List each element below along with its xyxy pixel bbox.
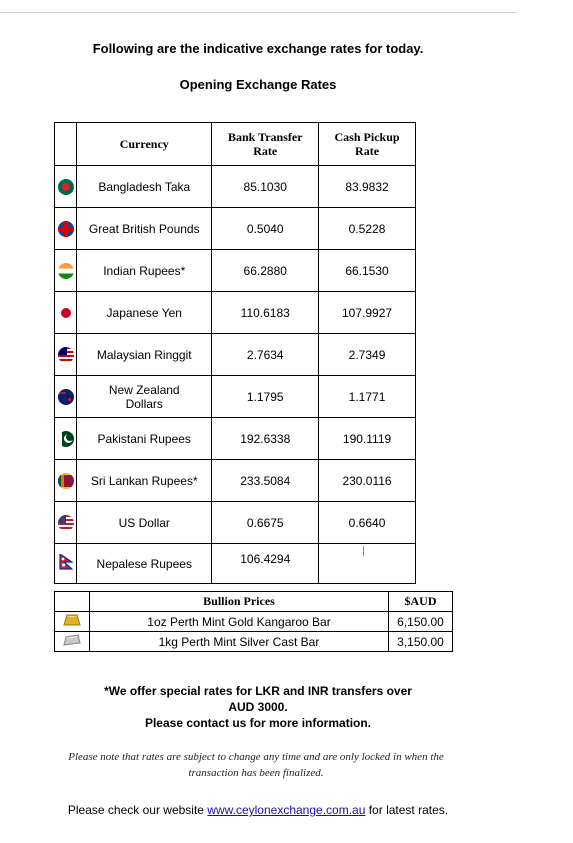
cash-pickup-rate: 0.5228: [319, 208, 416, 250]
table-row: [55, 376, 416, 418]
website-link[interactable]: www.ceylonexchange.com.au: [207, 803, 366, 817]
currency-name: Japanese Yen: [77, 292, 212, 334]
bullion-prices-table: [54, 591, 453, 652]
table-row: [55, 502, 416, 544]
table-row: [55, 544, 416, 584]
currency-name: Pakistani Rupees: [77, 418, 212, 460]
page-heading: Following are the indicative exchange rates for today.: [92, 41, 424, 56]
text-cursor-mark: [363, 546, 364, 556]
currency-name: Bangladesh Taka: [77, 166, 212, 208]
currency-name: New Zealand Dollars: [77, 376, 212, 418]
bank-transfer-rate: 0.6675: [212, 502, 319, 544]
nepal-flag-icon: [59, 554, 73, 570]
bank-transfer-rate: 110.6183: [212, 292, 319, 334]
bullion-price-header: $AUD: [389, 592, 453, 612]
disclaimer-line: Please note that rates are subject to change any time and are only locked in when the: [68, 751, 444, 763]
currency-name: Sri Lankan Rupees*: [77, 460, 212, 502]
gold-bar-icon: [63, 614, 81, 626]
bank-transfer-rate: 192.6338: [212, 418, 319, 460]
cash-pickup-rate: 1.1771: [319, 376, 416, 418]
cash-pickup-rate: 190.1119: [319, 418, 416, 460]
us-flag-icon: [58, 515, 74, 531]
table-row: [55, 292, 416, 334]
table-row: [55, 632, 453, 652]
cash-pickup-header: Cash Pickup Rate: [319, 123, 416, 166]
footer-text-after: for latest rates.: [365, 803, 449, 817]
table-row: [55, 418, 416, 460]
bullion-item-name: 1kg Perth Mint Silver Cast Bar: [90, 632, 389, 652]
bank-transfer-rate: 0.5040: [212, 208, 319, 250]
uk-flag-icon: [58, 221, 74, 237]
table-row: [55, 612, 453, 632]
cash-pickup-rate: 83.9832: [319, 166, 416, 208]
currency-name: Indian Rupees*: [77, 250, 212, 292]
bullion-header-row: [55, 592, 453, 612]
bullion-icon-header: [55, 592, 90, 612]
cash-pickup-rate: [319, 544, 416, 584]
table-row: [55, 208, 416, 250]
special-note-line: Please contact us for more information.: [144, 716, 372, 730]
srilanka-flag-icon: [58, 473, 74, 489]
disclaimer-line: transaction has been finalized.: [188, 767, 324, 779]
rates-header-row: [55, 123, 416, 166]
currency-name: Malaysian Ringgit: [77, 334, 212, 376]
rates-disclaimer: [36, 749, 476, 781]
bank-transfer-rate: 1.1795: [212, 376, 319, 418]
table-row: [55, 460, 416, 502]
india-flag-icon: [58, 263, 74, 279]
special-note-line: *We offer special rates for LKR and INR transfers over: [104, 684, 412, 698]
table-row: [55, 166, 416, 208]
bank-transfer-rate: 85.1030: [212, 166, 319, 208]
bullion-price: 3,150.00: [389, 632, 453, 652]
currency-name: Great British Pounds: [77, 208, 212, 250]
pakistan-flag-icon: [58, 431, 74, 447]
bullion-price: 6,150.00: [389, 612, 453, 632]
cash-pickup-rate: 0.6640: [319, 502, 416, 544]
bank-transfer-rate: 106.4294: [212, 544, 319, 584]
table-row: [55, 334, 416, 376]
bank-transfer-rate: 2.7634: [212, 334, 319, 376]
table-row: [55, 250, 416, 292]
cash-pickup-rate: 2.7349: [319, 334, 416, 376]
currency-name: Nepalese Rupees: [77, 544, 212, 584]
currency-name: US Dollar: [77, 502, 212, 544]
bullion-item-header: Bullion Prices: [90, 592, 389, 612]
cash-pickup-rate: 107.9927: [319, 292, 416, 334]
cash-pickup-rate: 230.0116: [319, 460, 416, 502]
silver-bar-icon: [63, 634, 81, 646]
currency-header: Currency: [77, 123, 212, 166]
website-footer: [0, 803, 516, 817]
bangladesh-flag-icon: [58, 179, 74, 195]
nz-flag-icon: [58, 389, 74, 405]
rates-subheading: Opening Exchange Rates: [179, 77, 337, 92]
bank-transfer-rate: 66.2880: [212, 250, 319, 292]
exchange-rates-table: [54, 122, 416, 584]
top-divider: [0, 12, 516, 13]
bank-transfer-header: Bank Transfer Rate: [212, 123, 319, 166]
japan-flag-icon: [58, 305, 74, 321]
malaysia-flag-icon: [58, 347, 74, 363]
bullion-item-name: 1oz Perth Mint Gold Kangaroo Bar: [90, 612, 389, 632]
flag-header: [55, 123, 77, 166]
footer-text-before: Please check our website: [67, 803, 208, 817]
cash-pickup-rate: 66.1530: [319, 250, 416, 292]
special-note-line: AUD 3000.: [228, 700, 288, 714]
bank-transfer-rate: 233.5084: [212, 460, 319, 502]
special-rates-note: [0, 683, 516, 731]
